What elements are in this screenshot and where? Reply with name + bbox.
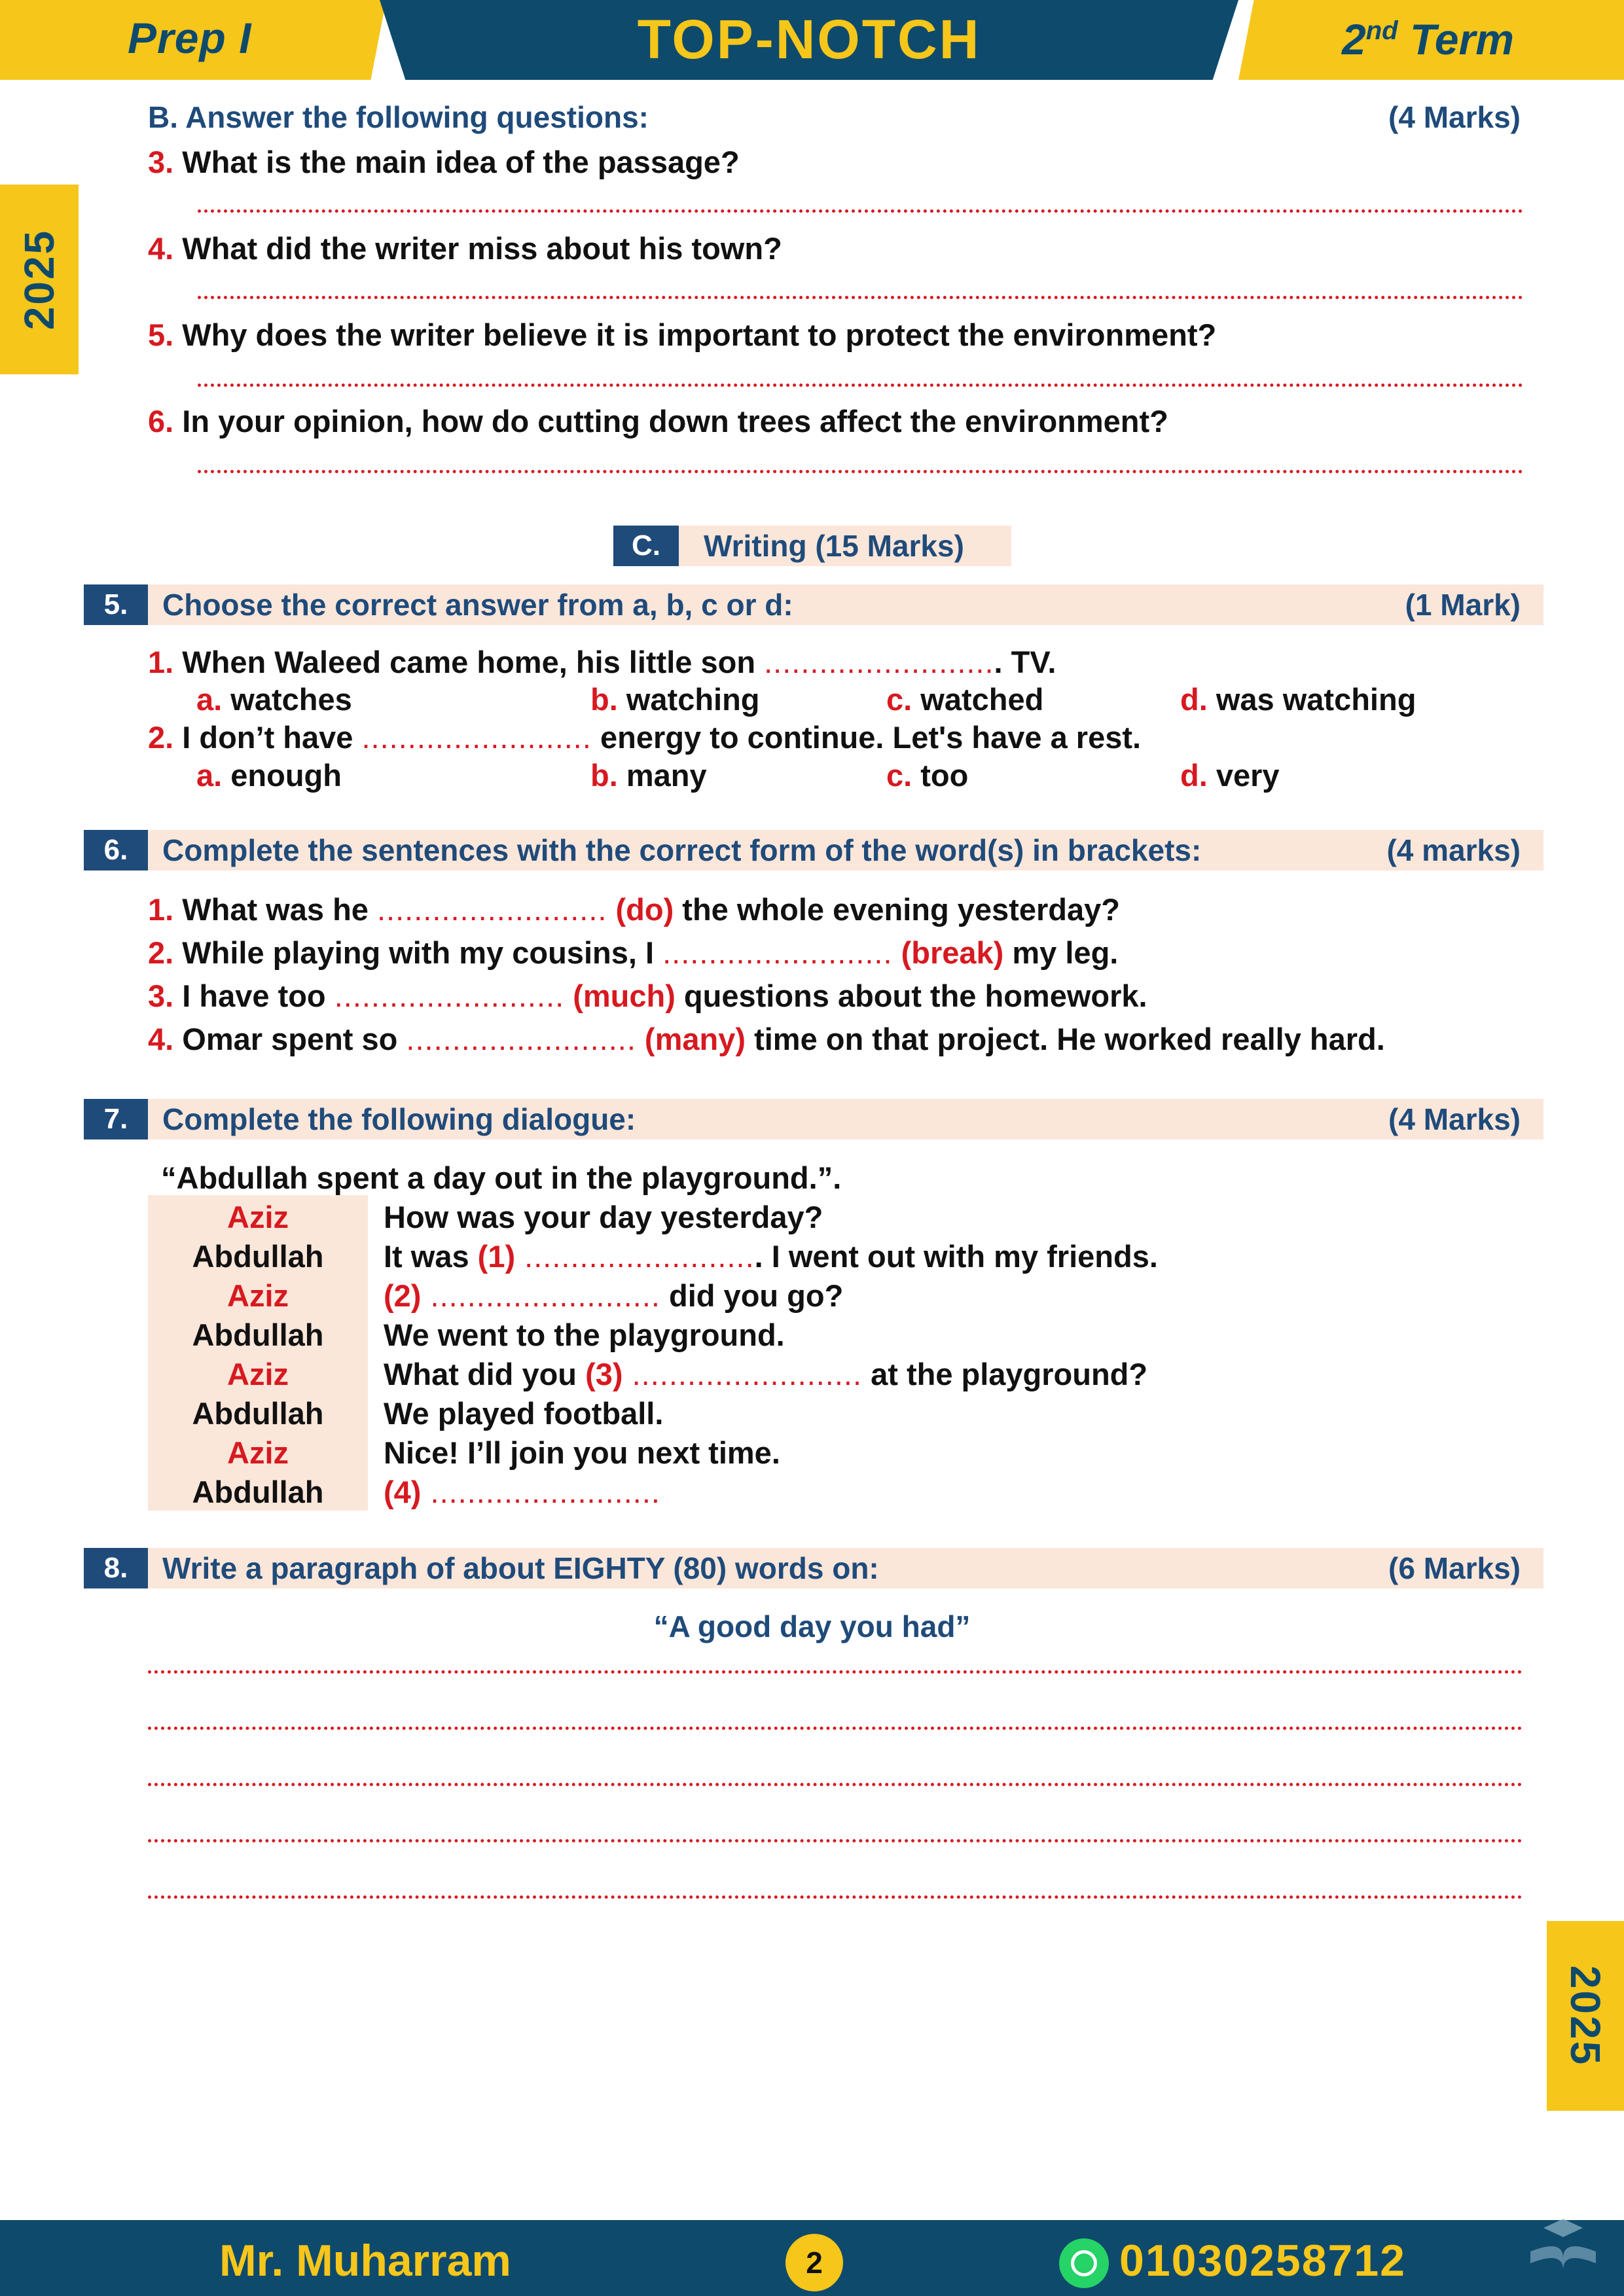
header-brand: TOP-NOTCH bbox=[637, 9, 981, 70]
part-b-marks: (4 Marks) bbox=[1388, 100, 1521, 134]
q5-item-2-option-b[interactable]: b. many bbox=[590, 758, 707, 793]
q6-marks: (4 marks) bbox=[1386, 833, 1521, 867]
part-b-title: B. Answer the following questions: bbox=[148, 100, 649, 134]
question-5: 5. Why does the writer believe it is important to protect the environment? bbox=[148, 317, 1217, 352]
question-6: 6. In your opinion, how do cutting down trees affect the environment? bbox=[148, 404, 1168, 439]
footer-teacher-name: Mr. Muharram bbox=[219, 2236, 511, 2286]
q5-item-2-option-a[interactable]: a. enough bbox=[196, 758, 342, 793]
q8-topic: “A good day you had” bbox=[653, 1609, 971, 1643]
header-grade: Prep I bbox=[128, 14, 252, 62]
q5-item-1-option-c[interactable]: c. watched bbox=[886, 682, 1044, 717]
answer-line-5[interactable] bbox=[198, 384, 1523, 387]
book-logo-icon bbox=[1517, 2212, 1609, 2278]
dialogue-speaker-7: Aziz bbox=[227, 1435, 289, 1470]
year-tab-left: 2025 bbox=[0, 185, 79, 374]
dialogue-speaker-5: Aziz bbox=[227, 1357, 289, 1391]
dialogue-line-7: Nice! I’ll join you next time. bbox=[384, 1435, 780, 1470]
dialogue-speaker-6: Abdullah bbox=[192, 1396, 324, 1431]
paragraph-line-1[interactable] bbox=[148, 1670, 1523, 1674]
dialogue-line-5: What did you (3) ......................... at the playground? bbox=[384, 1357, 1148, 1391]
header-term: 2nd Term bbox=[1342, 15, 1514, 63]
dialogue-speaker-2: Abdullah bbox=[192, 1239, 324, 1274]
q6-title: Complete the sentences with the correct form of the word(s) in brackets: bbox=[162, 833, 1202, 867]
paragraph-line-5[interactable] bbox=[148, 1895, 1523, 1899]
q6-item-3: 3. I have too ......................... (much) questions about the homework. bbox=[148, 978, 1147, 1013]
q7-title: Complete the following dialogue: bbox=[162, 1102, 636, 1136]
paragraph-line-2[interactable] bbox=[148, 1727, 1523, 1730]
whatsapp-icon bbox=[1059, 2238, 1109, 2288]
q5-marks: (1 Mark) bbox=[1405, 588, 1521, 622]
q6-item-4: 4. Omar spent so ......................... (many) time on that project. He worked really hard. bbox=[148, 1022, 1385, 1056]
q5-item-1-option-d[interactable]: d. was watching bbox=[1180, 682, 1416, 717]
dialogue-speaker-4: Abdullah bbox=[192, 1318, 324, 1352]
dialogue-speaker-3: Aziz bbox=[227, 1278, 289, 1313]
dialogue-speaker-1: Aziz bbox=[227, 1200, 289, 1234]
q5-item-2-option-c[interactable]: c. too bbox=[886, 758, 969, 793]
q6-item-1: 1. What was he ......................... (do) the whole evening yesterday? bbox=[148, 892, 1120, 927]
question-3: 3. What is the main idea of the passage? bbox=[148, 145, 740, 179]
part-c-title: Writing (15 Marks) bbox=[704, 529, 964, 563]
answer-line-3[interactable] bbox=[198, 209, 1523, 213]
dialogue-speaker-8: Abdullah bbox=[192, 1475, 324, 1509]
q5-item-1-option-b[interactable]: b. watching bbox=[590, 682, 760, 717]
dialogue-line-6: We played football. bbox=[384, 1396, 664, 1431]
footer-phone: 01030258712 bbox=[1119, 2236, 1407, 2286]
q8-marks: (6 Marks) bbox=[1388, 1551, 1521, 1585]
q8-title: Write a paragraph of about EIGHTY (80) words on: bbox=[162, 1551, 879, 1585]
answer-line-6[interactable] bbox=[198, 470, 1523, 473]
question-4: 4. What did the writer miss about his town? bbox=[148, 231, 782, 266]
page-number: 2 bbox=[785, 2234, 843, 2291]
dialogue-line-8: (4) ......................... bbox=[384, 1475, 660, 1509]
q5-item-1-option-a[interactable]: a. watches bbox=[196, 682, 352, 717]
paragraph-line-4[interactable] bbox=[148, 1839, 1523, 1842]
q5-number: 5. bbox=[84, 584, 148, 625]
q5-item-2: 2. I don’t have ......................... energy to continue. Let's have a rest. bbox=[148, 720, 1142, 755]
dialogue-line-4: We went to the playground. bbox=[384, 1318, 785, 1352]
part-c-letter: C. bbox=[613, 526, 679, 566]
paragraph-line-3[interactable] bbox=[148, 1783, 1523, 1786]
dialogue-line-1: How was your day yesterday? bbox=[384, 1200, 823, 1234]
q5-item-1: 1. When Waleed came home, his little son .......................... TV. bbox=[148, 645, 1056, 679]
answer-line-4[interactable] bbox=[198, 296, 1523, 299]
dialogue-line-2: It was (1) .......................... I went out with my friends. bbox=[384, 1239, 1158, 1274]
q6-number: 6. bbox=[84, 830, 148, 870]
q5-title: Choose the correct answer from a, b, c or d: bbox=[162, 588, 793, 622]
q7-number: 7. bbox=[84, 1099, 148, 1139]
dialogue-line-3: (2) ......................... did you go? bbox=[384, 1278, 844, 1313]
q7-marks: (4 Marks) bbox=[1388, 1102, 1521, 1136]
q5-item-2-option-d[interactable]: d. very bbox=[1180, 758, 1280, 793]
q7-situation: “Abdullah spent a day out in the playground.”. bbox=[161, 1160, 842, 1195]
year-tab-right: 2025 bbox=[1547, 1921, 1624, 2111]
q6-item-2: 2. While playing with my cousins, I ......................... (break) my leg. bbox=[148, 935, 1119, 970]
q8-number: 8. bbox=[84, 1548, 148, 1588]
